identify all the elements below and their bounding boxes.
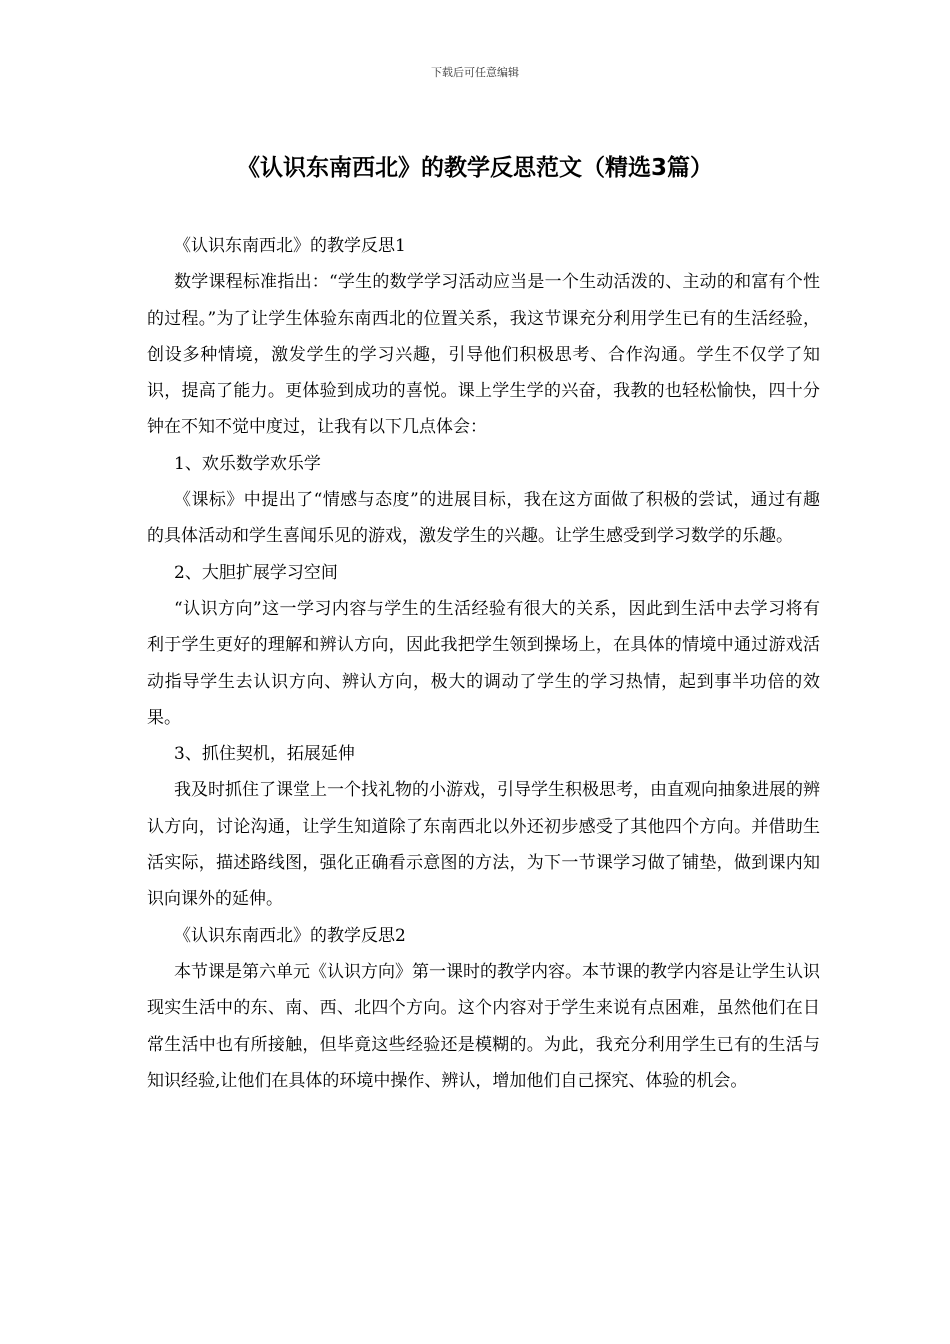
section-heading-1: 《认识东南西北》的教学反思1 [174,236,406,256]
subheading-2: 2、大胆扩展学习空间 [174,562,338,583]
subheading-1: 1、欢乐数学欢乐学 [174,453,321,474]
paragraph: “认识方向”这一学习内容与学生的生活经验有很大的关系，因此到生活中去学习将有利于学生更好的理解和辨认方向，因此我把学生领到操场上，在具体的情境中通过游戏活动指导学生去认识方向、辨认方向，极大的调动了学生的学习热情，起到事半功倍的效果。 [147,598,820,728]
paragraph: 数学课程标准指出：“学生的数学学习活动应当是一个生动活泼的、主动的和富有个性的过程。”为了让学生体验东南西北的位置关系，我这节课充分利用学生已有的生活经验，创设多种情境，激发学生的学习兴趣，引导他们积极思考、合作沟通。学生不仅学了知识，提高了能力。更体验到成功的喜悦。课上学生学的兴奋，我教的也轻松愉快，四十分钟在不知不觉中度过，让我有以下几点体会： [147,272,820,438]
section-heading-2: 《认识东南西北》的教学反思2 [174,925,406,946]
header-note: 下载后可任意编辑 [431,66,519,79]
subheading-3: 3、抓住契机，拓展延伸 [174,744,355,765]
paragraph: 我及时抓住了课堂上一个找礼物的小游戏，引导学生积极思考，由直观向抽象进展的辨认方向，讨论沟通，让学生知道除了东南西北以外还初步感受了其他四个方向。并借助生活实际，描述路线图，强化正确看示意图的方法，为下一节课学习做了铺垫，做到课内知识向课外的延伸。 [147,780,820,910]
paragraph: 《课标》中提出了“情感与态度”的进展目标，我在这方面做了积极的尝试，通过有趣的具体活动和学生喜闻乐见的游戏，激发学生的兴趣。让学生感受到学习数学的乐趣。 [147,490,820,547]
paragraph: 本节课是第六单元《认识方向》第一课时的教学内容。本节课的教学内容是让学生认识现实生活中的东、南、西、北四个方向。这个内容对于学生来说有点困难，虽然他们在日常生活中也有所接触，但毕竟这些经验还是模糊的。为此，我充分利用学生已有的生活与知识经验,让他们在具体的环境中操作、辨认，增加他们自己探究、体验的机会。 [147,961,820,1091]
document-body [147,228,820,1099]
document-title: 《认识东南西北》的教学反思范文（精选3篇） [236,155,713,181]
